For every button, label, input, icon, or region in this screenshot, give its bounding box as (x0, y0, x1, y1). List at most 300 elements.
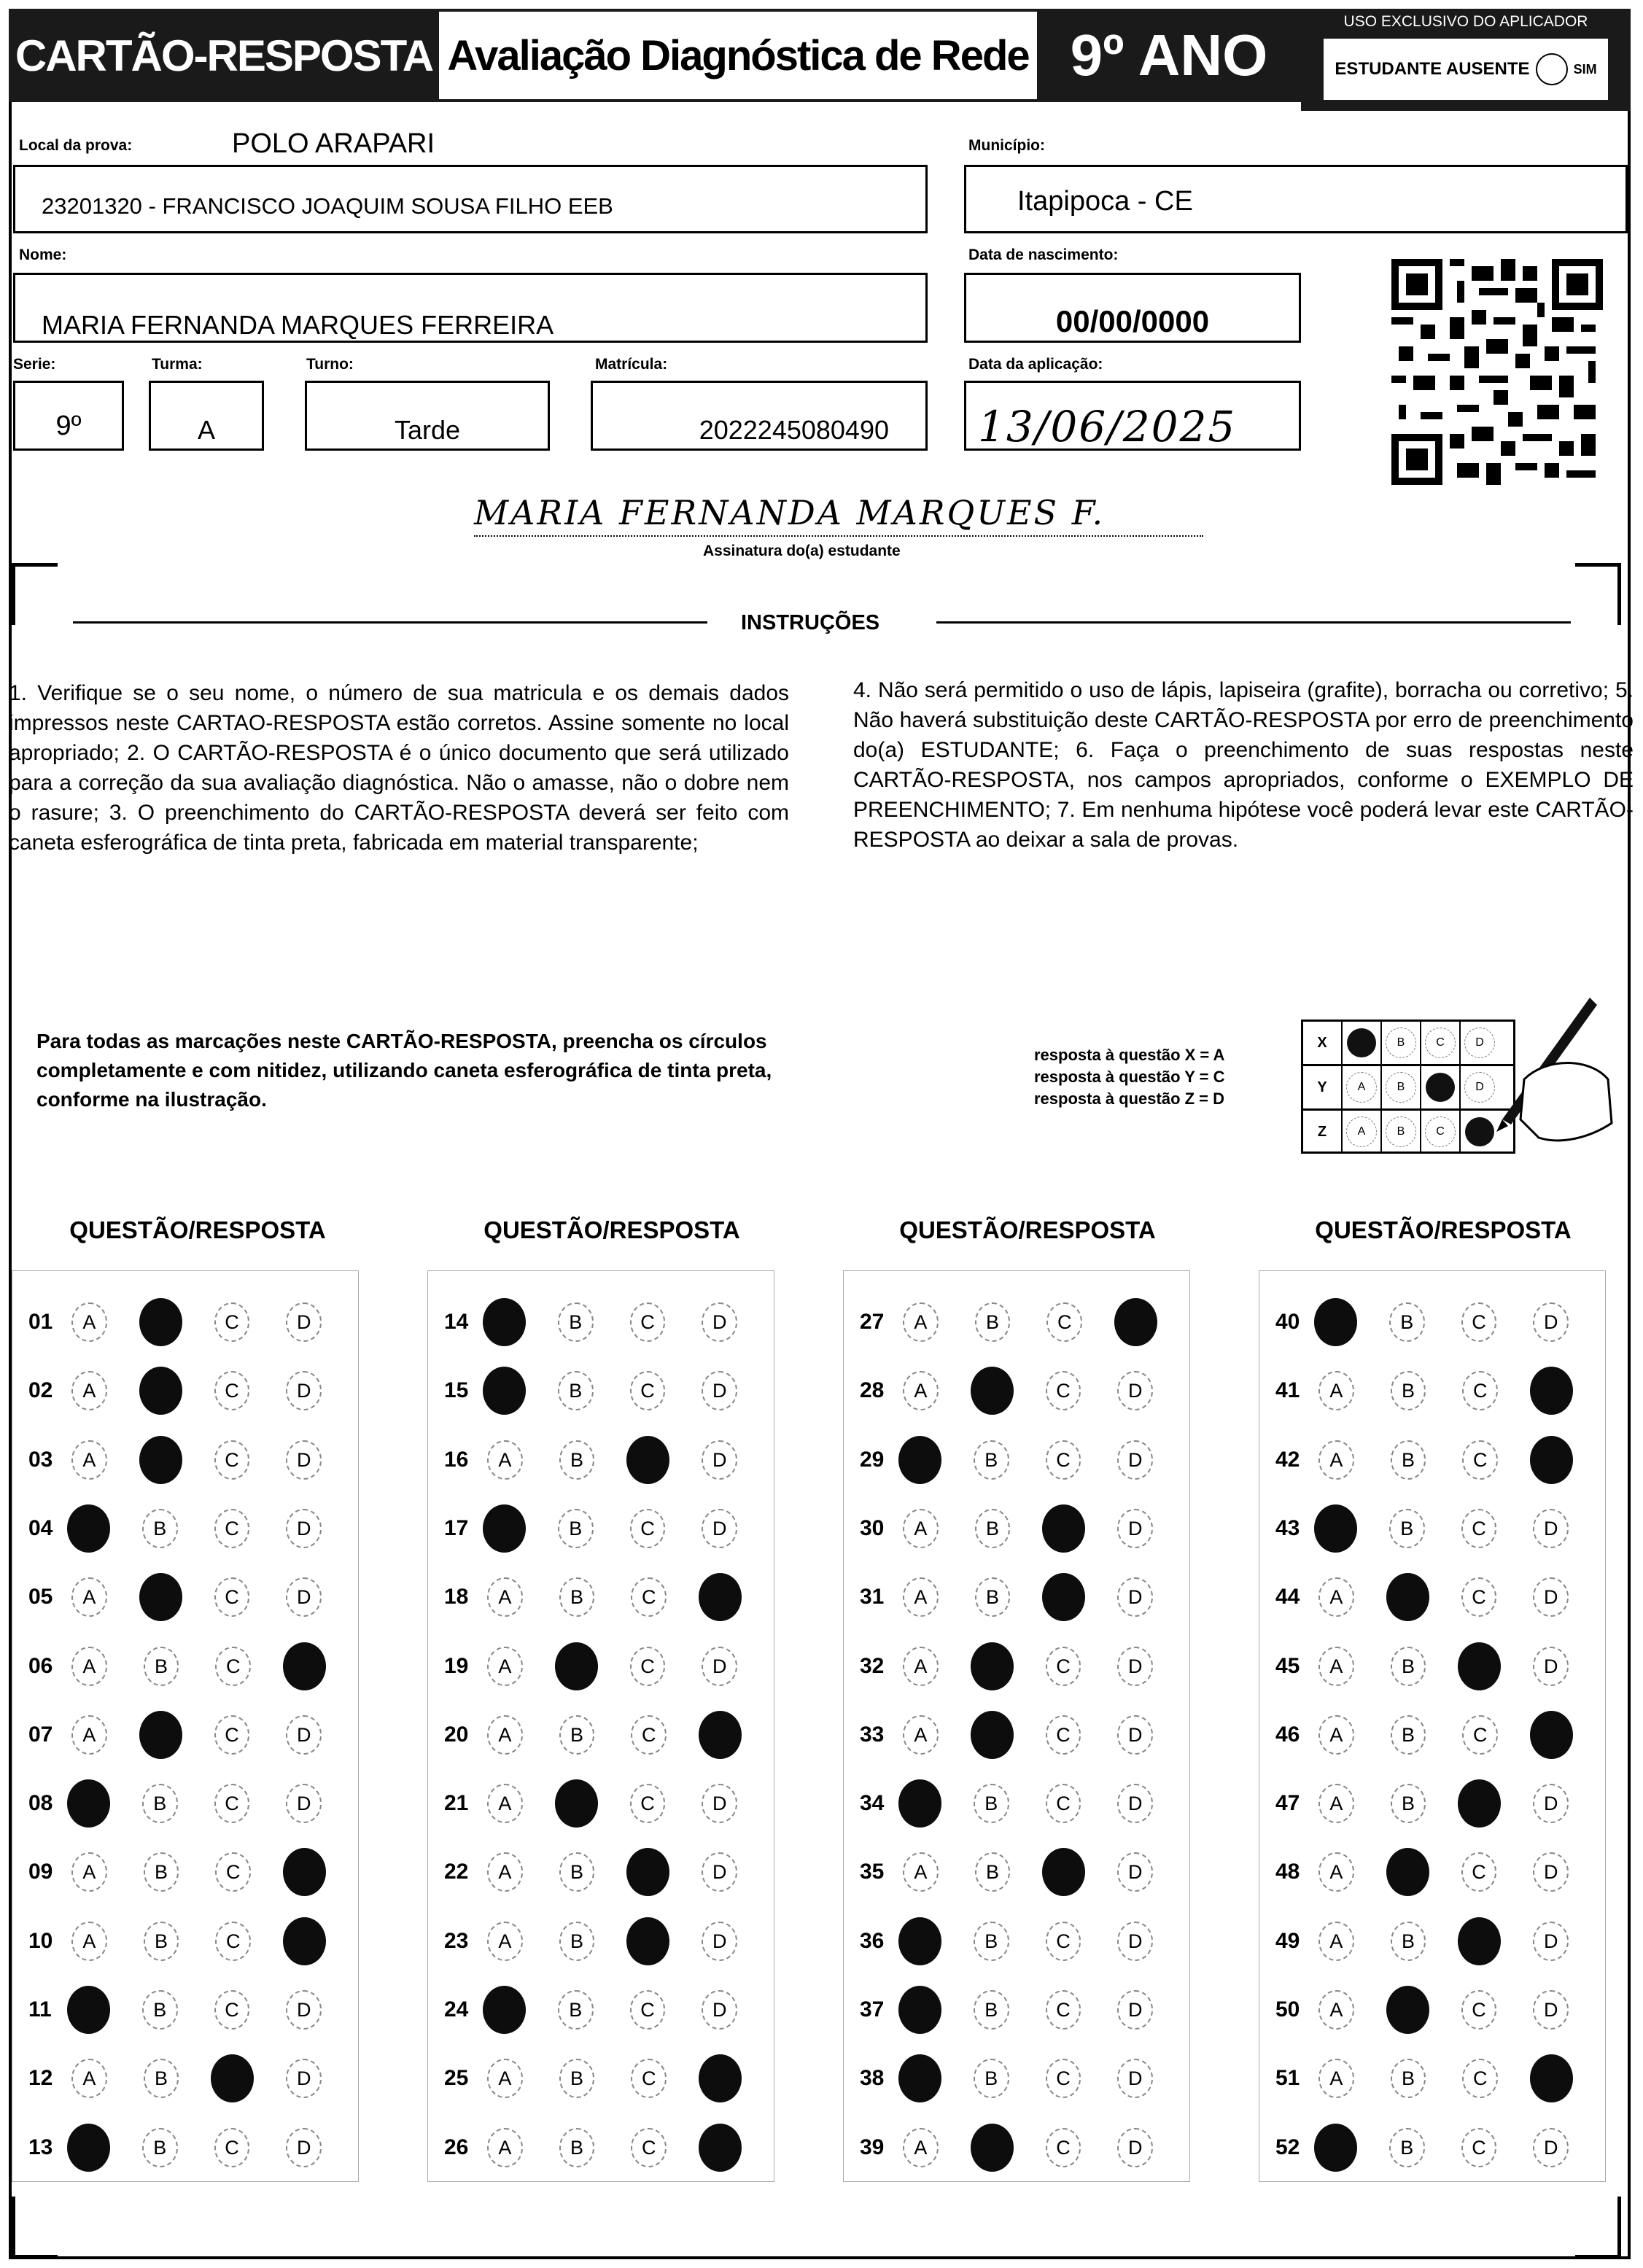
answer-bubble-a[interactable]: A (487, 2059, 523, 2098)
answer-bubble-c[interactable]: C (630, 1647, 666, 1686)
answer-bubble-c[interactable]: C (1046, 1990, 1081, 2030)
answer-bubble-a[interactable]: A (903, 1852, 939, 1892)
answer-bubble-b[interactable]: B (144, 2059, 179, 2098)
answer-bubble-b[interactable]: B (142, 1990, 178, 2030)
municipio-box (964, 165, 1628, 233)
column-title-4: QUESTÃO/RESPOSTA (1315, 1216, 1572, 1243)
answer-bubble-d[interactable]: D (1533, 1990, 1569, 2030)
answer-bubble-a[interactable]: A (1318, 1647, 1354, 1686)
answer-bubble-b[interactable] (555, 1779, 598, 1828)
answer-bubble-d[interactable]: D (1117, 2128, 1153, 2167)
answer-bubble-d[interactable]: D (1117, 2059, 1153, 2098)
answer-bubble-b[interactable]: B (559, 1922, 595, 1961)
answer-bubble-b[interactable]: B (1391, 1922, 1426, 1961)
answer-bubble-b[interactable]: B (1391, 1371, 1426, 1410)
answer-bubble-d[interactable]: D (1117, 1852, 1153, 1892)
answer-bubble-d[interactable]: D (286, 1371, 322, 1410)
answer-column-4 (1259, 1270, 1606, 2182)
answer-bubble-b[interactable] (139, 1436, 182, 1484)
answer-bubble-a[interactable]: A (71, 2059, 107, 2098)
answer-bubble-a[interactable]: A (1318, 1440, 1354, 1480)
answer-bubble-d[interactable] (283, 1642, 326, 1690)
column-title-2: QUESTÃO/RESPOSTA (483, 1216, 740, 1243)
answer-bubble-b[interactable]: B (558, 1371, 594, 1410)
answer-bubble-c[interactable]: C (214, 1440, 250, 1480)
answer-bubble-d[interactable]: D (286, 1990, 322, 2030)
answer-bubble-b[interactable] (971, 1642, 1014, 1690)
answer-bubble-a[interactable]: A (71, 1922, 107, 1961)
question-number: 10 (28, 1929, 53, 1953)
absent-label: ESTUDANTE AUSENTE (1335, 59, 1530, 79)
answer-bubble-d[interactable]: D (1117, 1647, 1153, 1686)
answer-row (428, 2057, 774, 2100)
bracket-top-right (1575, 563, 1621, 625)
example-row-label: Y (1303, 1066, 1343, 1108)
answer-row (844, 1782, 1189, 1825)
answer-bubble-b[interactable]: B (144, 1852, 179, 1892)
answer-row (844, 2126, 1189, 2170)
answer-bubble-d[interactable]: D (702, 1784, 737, 1823)
answer-bubble-b[interactable]: B (144, 1922, 179, 1961)
answer-bubble-a[interactable]: A (903, 1577, 939, 1617)
answer-bubble-d[interactable]: D (286, 1715, 322, 1755)
answer-bubble-a[interactable]: A (71, 1440, 107, 1480)
serie-label: Serie: (13, 356, 56, 373)
matricula-label: Matrícula: (595, 356, 668, 373)
answer-bubble-b[interactable]: B (558, 1509, 594, 1548)
answer-bubble-d[interactable]: D (1117, 1371, 1153, 1410)
bracket-bottom-right (1575, 2197, 1621, 2259)
answer-bubble-c[interactable] (1458, 1779, 1501, 1828)
answer-row (12, 2057, 358, 2100)
answer-bubble-d[interactable]: D (286, 1509, 322, 1548)
answer-bubble-c[interactable]: C (1462, 1715, 1498, 1755)
answer-row (428, 2126, 774, 2170)
answer-bubble-c[interactable]: C (1461, 1990, 1497, 2030)
answer-bubble-a[interactable]: A (1318, 1990, 1354, 2030)
answer-bubble-c[interactable]: C (1461, 1509, 1497, 1548)
answer-bubble-a[interactable]: A (487, 1647, 523, 1686)
answer-bubble-c[interactable]: C (1462, 1440, 1498, 1480)
answer-bubble-a[interactable]: A (487, 1852, 523, 1892)
answer-bubble-c[interactable]: C (630, 1509, 666, 1548)
answer-bubble-b[interactable] (139, 1573, 182, 1621)
answer-bubble-b[interactable] (971, 1367, 1014, 1415)
answer-bubble-c[interactable]: C (1046, 1371, 1081, 1410)
answer-bubble-a[interactable] (483, 1298, 526, 1346)
answer-row (844, 1850, 1189, 1894)
answer-bubble-b[interactable] (139, 1298, 182, 1346)
answer-bubble-b[interactable]: B (559, 1577, 595, 1617)
answer-bubble-c[interactable]: C (1462, 2059, 1498, 2098)
answer-bubble-c[interactable] (1042, 1573, 1085, 1621)
answer-bubble-d[interactable]: D (702, 1990, 737, 2030)
answer-bubble-d[interactable]: D (286, 1577, 322, 1617)
answer-bubble-b[interactable]: B (975, 1302, 1011, 1342)
answer-bubble-c[interactable]: C (1461, 1852, 1497, 1892)
answer-bubble-b[interactable]: B (974, 1922, 1009, 1961)
answer-bubble-b[interactable]: B (558, 1990, 594, 2030)
answer-bubble-a[interactable]: A (487, 2128, 523, 2167)
question-number: 01 (28, 1310, 53, 1334)
answer-bubble-a[interactable] (898, 2054, 941, 2102)
answer-bubble-b[interactable]: B (142, 1509, 178, 1548)
answer-bubble-b[interactable]: B (559, 1852, 595, 1892)
answer-bubble-b[interactable]: B (144, 1647, 179, 1686)
answer-row (12, 1575, 358, 1619)
answer-bubble-d[interactable] (283, 1848, 326, 1896)
answer-bubble-d[interactable]: D (1117, 1715, 1153, 1755)
example-bubble: B (1386, 1028, 1416, 1058)
answer-bubble-c[interactable]: C (1046, 1302, 1082, 1342)
answer-row (12, 1713, 358, 1757)
answer-row (428, 1300, 774, 1344)
answer-row (428, 1850, 774, 1894)
question-number: 30 (860, 1516, 885, 1540)
answer-bubble-d[interactable] (699, 1711, 742, 1759)
answer-bubble-d[interactable]: D (1533, 1509, 1569, 1548)
question-number: 28 (860, 1378, 885, 1402)
answer-bubble-c[interactable]: C (214, 1577, 250, 1617)
answer-bubble-b[interactable] (971, 1711, 1014, 1759)
answer-bubble-d[interactable] (1530, 1711, 1573, 1759)
answer-bubble-d[interactable]: D (1117, 1509, 1153, 1548)
question-number: 26 (444, 2135, 469, 2159)
answer-bubble-c[interactable]: C (215, 1852, 251, 1892)
answer-bubble-b[interactable] (1386, 1573, 1429, 1621)
answer-bubble-b[interactable]: B (1389, 1302, 1425, 1342)
answer-bubble-d[interactable]: D (702, 1302, 737, 1342)
answer-bubble-c[interactable]: C (631, 2059, 667, 2098)
answer-bubble-c[interactable] (626, 1917, 669, 1965)
answer-bubble-c[interactable]: C (630, 1371, 666, 1410)
question-number: 48 (1275, 1860, 1300, 1884)
answer-bubble-b[interactable] (1386, 1848, 1429, 1896)
answer-bubble-b[interactable]: B (1391, 1715, 1426, 1755)
answer-bubble-a[interactable]: A (903, 1509, 939, 1548)
answer-bubble-c[interactable]: C (214, 1371, 250, 1410)
answer-bubble-b[interactable]: B (1391, 2059, 1426, 2098)
question-number: 29 (860, 1448, 885, 1472)
answer-row (844, 1919, 1189, 1963)
answer-bubble-c[interactable]: C (630, 1990, 666, 2030)
answer-bubble-c[interactable]: C (631, 2128, 667, 2167)
answer-column-2 (427, 1270, 774, 2182)
answer-bubble-d[interactable]: D (286, 1302, 322, 1342)
answer-bubble-b[interactable]: B (142, 2128, 178, 2167)
answer-bubble-a[interactable]: A (71, 1852, 107, 1892)
answer-row (428, 1369, 774, 1413)
answer-bubble-a[interactable] (898, 1436, 941, 1484)
answer-bubble-b[interactable]: B (974, 1784, 1009, 1823)
answer-bubble-d[interactable]: D (1117, 1577, 1153, 1617)
answer-bubble-a[interactable]: A (71, 1302, 107, 1342)
answer-bubble-b[interactable]: B (1389, 1509, 1425, 1548)
answer-bubble-a[interactable]: A (903, 1371, 939, 1410)
instructions-right: 4. Não será permitido o uso de lápis, lapiseira (grafite), borracha ou corretivo; 5. Não haverá substituição deste CARTÃO-RESPOSTA por erro de preenchimento do(a) ESTUDANTE; 6. Faça o preenchimento de suas respostas neste CARTÃO-RESPOSTA, nos campos apropriados, conforme o EXEMPLO DE PREENCHIMENTO; 7. Em nenhuma hipótese você poderá levar este CARTÃO-RESPOSTA ao deixar a sala de provas. (853, 678, 1634, 852)
answer-bubble-d[interactable]: D (1533, 1577, 1569, 1617)
answer-bubble-a[interactable]: A (487, 1440, 523, 1480)
bracket-top-left (12, 563, 58, 625)
answer-row (428, 1644, 774, 1688)
question-number: 44 (1275, 1585, 1300, 1609)
question-number: 35 (860, 1860, 885, 1884)
answer-bubble-b[interactable] (139, 1711, 182, 1759)
answer-row (844, 1575, 1189, 1619)
answer-bubble-a[interactable] (1314, 1298, 1357, 1346)
applicator-title: USO EXCLUSIVO DO APLICADOR (1343, 13, 1588, 30)
answer-bubble-a[interactable]: A (1318, 1577, 1354, 1617)
answer-bubble-d[interactable]: D (702, 1440, 737, 1480)
example-bubble-cell (1382, 1022, 1421, 1064)
answer-bubble-d[interactable] (1114, 1298, 1157, 1346)
answer-bubble-a[interactable]: A (1318, 2059, 1354, 2098)
turma-value: A (197, 415, 215, 445)
answer-bubble-a[interactable]: A (903, 2128, 939, 2167)
answer-bubble-d[interactable]: D (702, 1647, 737, 1686)
turma-box (149, 381, 264, 451)
answer-bubble-a[interactable]: A (71, 1647, 107, 1686)
answer-bubble-a[interactable] (67, 1779, 110, 1828)
answer-bubble-b[interactable]: B (1391, 1647, 1426, 1686)
answer-bubble-c[interactable]: C (214, 1302, 250, 1342)
signature-line (474, 535, 1203, 537)
answer-bubble-a[interactable] (67, 1504, 110, 1553)
answer-bubble-d[interactable]: D (286, 2128, 322, 2167)
example-legend-y: resposta à questão Y = C (1034, 1068, 1225, 1086)
answer-bubble-d[interactable]: D (1533, 1852, 1569, 1892)
answer-bubble-a[interactable]: A (487, 1784, 523, 1823)
answer-row (428, 1575, 774, 1619)
name-label: Nome: (19, 246, 67, 263)
turma-label: Turma: (152, 356, 203, 373)
answer-bubble-a[interactable]: A (487, 1922, 523, 1961)
answer-row (1259, 1644, 1605, 1688)
answer-bubble-a[interactable]: A (487, 1577, 523, 1617)
answer-bubble-a[interactable] (898, 1779, 941, 1828)
answer-bubble-b[interactable]: B (974, 1990, 1009, 2030)
absent-bubble[interactable] (1536, 53, 1568, 85)
answer-bubble-d[interactable]: D (1117, 1784, 1153, 1823)
answer-bubble-b[interactable] (1386, 1986, 1429, 2034)
answer-bubble-a[interactable] (1314, 1504, 1357, 1553)
answer-row (12, 1850, 358, 1894)
answer-bubble-d[interactable] (1530, 1367, 1573, 1415)
question-number: 40 (1275, 1310, 1300, 1334)
answer-bubble-b[interactable]: B (975, 1577, 1011, 1617)
bracket-bottom-left (12, 2197, 58, 2259)
answer-bubble-d[interactable]: D (1533, 1302, 1569, 1342)
answer-bubble-c[interactable]: C (1046, 1715, 1081, 1755)
answer-bubble-d[interactable]: D (702, 1509, 737, 1548)
answer-bubble-c[interactable]: C (1046, 2059, 1081, 2098)
question-number: 41 (1275, 1378, 1300, 1402)
answer-bubble-a[interactable]: A (71, 1577, 107, 1617)
answer-bubble-c[interactable]: C (630, 1302, 666, 1342)
answer-bubble-d[interactable]: D (286, 1440, 322, 1480)
instructions-title: INSTRUÇÕES (741, 611, 880, 634)
answer-bubble-c[interactable]: C (1046, 1647, 1081, 1686)
answer-bubble-c[interactable]: C (1046, 1440, 1081, 1480)
question-number: 39 (860, 2135, 885, 2159)
answer-bubble-a[interactable]: A (1318, 1371, 1354, 1410)
answer-bubble-b[interactable]: B (559, 2059, 595, 2098)
answer-bubble-d[interactable]: D (1117, 1990, 1153, 2030)
answer-row (1259, 2126, 1605, 2170)
answer-bubble-d[interactable]: D (702, 1852, 737, 1892)
answer-bubble-c[interactable]: C (215, 1922, 251, 1961)
answer-bubble-c[interactable] (211, 2054, 254, 2102)
answer-bubble-b[interactable]: B (559, 1715, 595, 1755)
question-number: 38 (860, 2066, 885, 2090)
answer-bubble-a[interactable]: A (903, 1302, 939, 1342)
answer-bubble-b[interactable]: B (142, 1784, 178, 1823)
answer-bubble-b[interactable]: B (975, 1509, 1011, 1548)
answer-column-3 (843, 1270, 1190, 2182)
answer-bubble-a[interactable]: A (1318, 1715, 1354, 1755)
answer-bubble-b[interactable]: B (559, 2128, 595, 2167)
question-number: 47 (1275, 1791, 1300, 1815)
answer-bubble-c[interactable] (1458, 1917, 1501, 1965)
answer-bubble-d[interactable]: D (1117, 1922, 1153, 1961)
answer-bubble-a[interactable]: A (1318, 1784, 1354, 1823)
answer-bubble-d[interactable]: D (1533, 1647, 1569, 1686)
answer-bubble-b[interactable]: B (558, 1302, 594, 1342)
answer-bubble-d[interactable]: D (1533, 1922, 1569, 1961)
question-number: 07 (28, 1723, 53, 1747)
question-number: 24 (444, 1997, 469, 2022)
answer-bubble-c[interactable] (1042, 1848, 1085, 1896)
example-bubble-cell (1421, 1111, 1461, 1153)
answer-bubble-d[interactable] (699, 2124, 742, 2172)
answer-bubble-a[interactable]: A (71, 1371, 107, 1410)
example-bubble-cell (1421, 1066, 1461, 1108)
answer-bubble-c[interactable] (626, 1436, 669, 1484)
example-bubble: D (1464, 1072, 1495, 1103)
answer-bubble-d[interactable]: D (286, 2059, 322, 2098)
answer-bubble-b[interactable]: B (975, 1852, 1011, 1892)
answer-bubble-d[interactable]: D (1117, 1440, 1153, 1480)
answer-bubble-d[interactable]: D (1533, 1784, 1569, 1823)
card-title: CARTÃO-RESPOSTA (9, 9, 439, 102)
answer-bubble-d[interactable]: D (286, 1784, 322, 1823)
question-number: 02 (28, 1378, 53, 1402)
answer-row (844, 1644, 1189, 1688)
question-number: 37 (860, 1997, 885, 2022)
answer-row (428, 1713, 774, 1757)
question-number: 19 (444, 1654, 469, 1678)
answer-bubble-c[interactable] (1042, 1504, 1085, 1553)
answer-bubble-b[interactable]: B (974, 1440, 1009, 1480)
question-number: 23 (444, 1929, 469, 1953)
absent-option: SIM (1573, 61, 1597, 77)
answer-bubble-a[interactable]: A (71, 1715, 107, 1755)
answer-bubble-a[interactable] (483, 1504, 526, 1553)
question-number: 12 (28, 2066, 53, 2090)
answer-bubble-c[interactable]: C (214, 1509, 250, 1548)
answer-bubble-a[interactable] (898, 1986, 941, 2034)
answer-bubble-c[interactable]: C (1461, 1302, 1497, 1342)
turno-value: Tarde (394, 415, 461, 445)
example-bubble-filled (1426, 1073, 1455, 1102)
answer-bubble-c[interactable]: C (631, 1577, 667, 1617)
answer-bubble-c[interactable]: C (1046, 2128, 1081, 2167)
answer-bubble-a[interactable] (483, 1367, 526, 1415)
answer-row (428, 1988, 774, 2032)
answer-bubble-c[interactable]: C (630, 1784, 666, 1823)
answer-bubble-d[interactable] (283, 1917, 326, 1965)
answer-bubble-c[interactable]: C (1461, 1577, 1497, 1617)
answer-bubble-a[interactable] (67, 2124, 110, 2172)
answer-bubble-d[interactable] (1530, 1436, 1573, 1484)
answer-bubble-c[interactable]: C (1462, 1371, 1498, 1410)
answer-bubble-c[interactable]: C (1461, 2128, 1497, 2167)
question-number: 11 (28, 1997, 52, 2022)
answer-bubble-c[interactable] (626, 1848, 669, 1896)
question-number: 18 (444, 1585, 469, 1609)
answer-bubble-c[interactable]: C (214, 2128, 250, 2167)
example-bubble: C (1425, 1116, 1456, 1147)
example-row-label: X (1303, 1022, 1343, 1064)
answer-bubble-b[interactable]: B (974, 2059, 1009, 2098)
answer-bubble-b[interactable]: B (1391, 1440, 1426, 1480)
absent-checkbox-area[interactable] (1321, 36, 1610, 102)
answer-bubble-c[interactable]: C (215, 1647, 251, 1686)
example-bubble-cell (1382, 1111, 1421, 1153)
answer-bubble-b[interactable]: B (559, 1440, 595, 1480)
birth-value: 00/00/0000 (1055, 304, 1210, 338)
question-number: 15 (444, 1378, 469, 1402)
answer-bubble-d[interactable] (699, 2054, 742, 2102)
example-bubble-cell (1421, 1022, 1461, 1064)
answer-bubble-a[interactable] (67, 1986, 110, 2034)
answer-bubble-d[interactable] (699, 1573, 742, 1621)
answer-bubble-a[interactable] (483, 1986, 526, 2034)
school-value: 23201320 - FRANCISCO JOAQUIM SOUSA FILHO EEB (42, 193, 613, 219)
answer-bubble-d[interactable]: D (702, 1371, 737, 1410)
answer-bubble-c[interactable]: C (1046, 1922, 1081, 1961)
answer-bubble-c[interactable] (1458, 1642, 1501, 1690)
answer-bubble-a[interactable]: A (487, 1715, 523, 1755)
answer-bubble-c[interactable]: C (214, 1784, 250, 1823)
answer-bubble-c[interactable]: C (214, 1715, 250, 1755)
answer-bubble-b[interactable] (555, 1642, 598, 1690)
answer-row (844, 1300, 1189, 1344)
answer-bubble-b[interactable]: B (1389, 2128, 1425, 2167)
answer-bubble-b[interactable] (139, 1367, 182, 1415)
answer-row (1259, 1575, 1605, 1619)
answer-bubble-a[interactable]: A (1318, 1922, 1354, 1961)
answer-bubble-c[interactable]: C (214, 1990, 250, 2030)
instructions-left: 1. Verifique se o seu nome, o número de sua matricula e os demais dados impressos neste CARTAO-RESPOSTA estão corretos. Assine somente no local apropriado; 2. O CARTÃO-RESPOSTA é o único documento que será utilizado para a correção da sua avaliação diagnóstica. Não o amasse, não o dobre nem o rasure; 3. O preenchimento do CARTÃO-RESPOSTA deverá ser feito com caneta esferográfica de tinta preta, fabricada em material transparente; (9, 681, 789, 855)
example-bubble-cell (1382, 1066, 1421, 1108)
answer-bubble-d[interactable]: D (702, 1922, 737, 1961)
question-number: 31 (860, 1585, 885, 1609)
answer-bubble-b[interactable] (971, 2124, 1014, 2172)
answer-bubble-d[interactable] (1530, 2054, 1573, 2102)
answer-bubble-b[interactable]: B (1391, 1784, 1426, 1823)
answer-bubble-a[interactable]: A (903, 1647, 939, 1686)
municipio-label: Município: (968, 137, 1045, 154)
answer-bubble-a[interactable] (898, 1917, 941, 1965)
answer-bubble-c[interactable]: C (1046, 1784, 1081, 1823)
answer-bubble-c[interactable]: C (631, 1715, 667, 1755)
answer-bubble-d[interactable]: D (1533, 2128, 1569, 2167)
answer-bubble-a[interactable]: A (903, 1715, 939, 1755)
example-bubble: B (1386, 1116, 1416, 1147)
answer-bubble-a[interactable]: A (1318, 1852, 1354, 1892)
answer-bubble-a[interactable] (1314, 2124, 1357, 2172)
